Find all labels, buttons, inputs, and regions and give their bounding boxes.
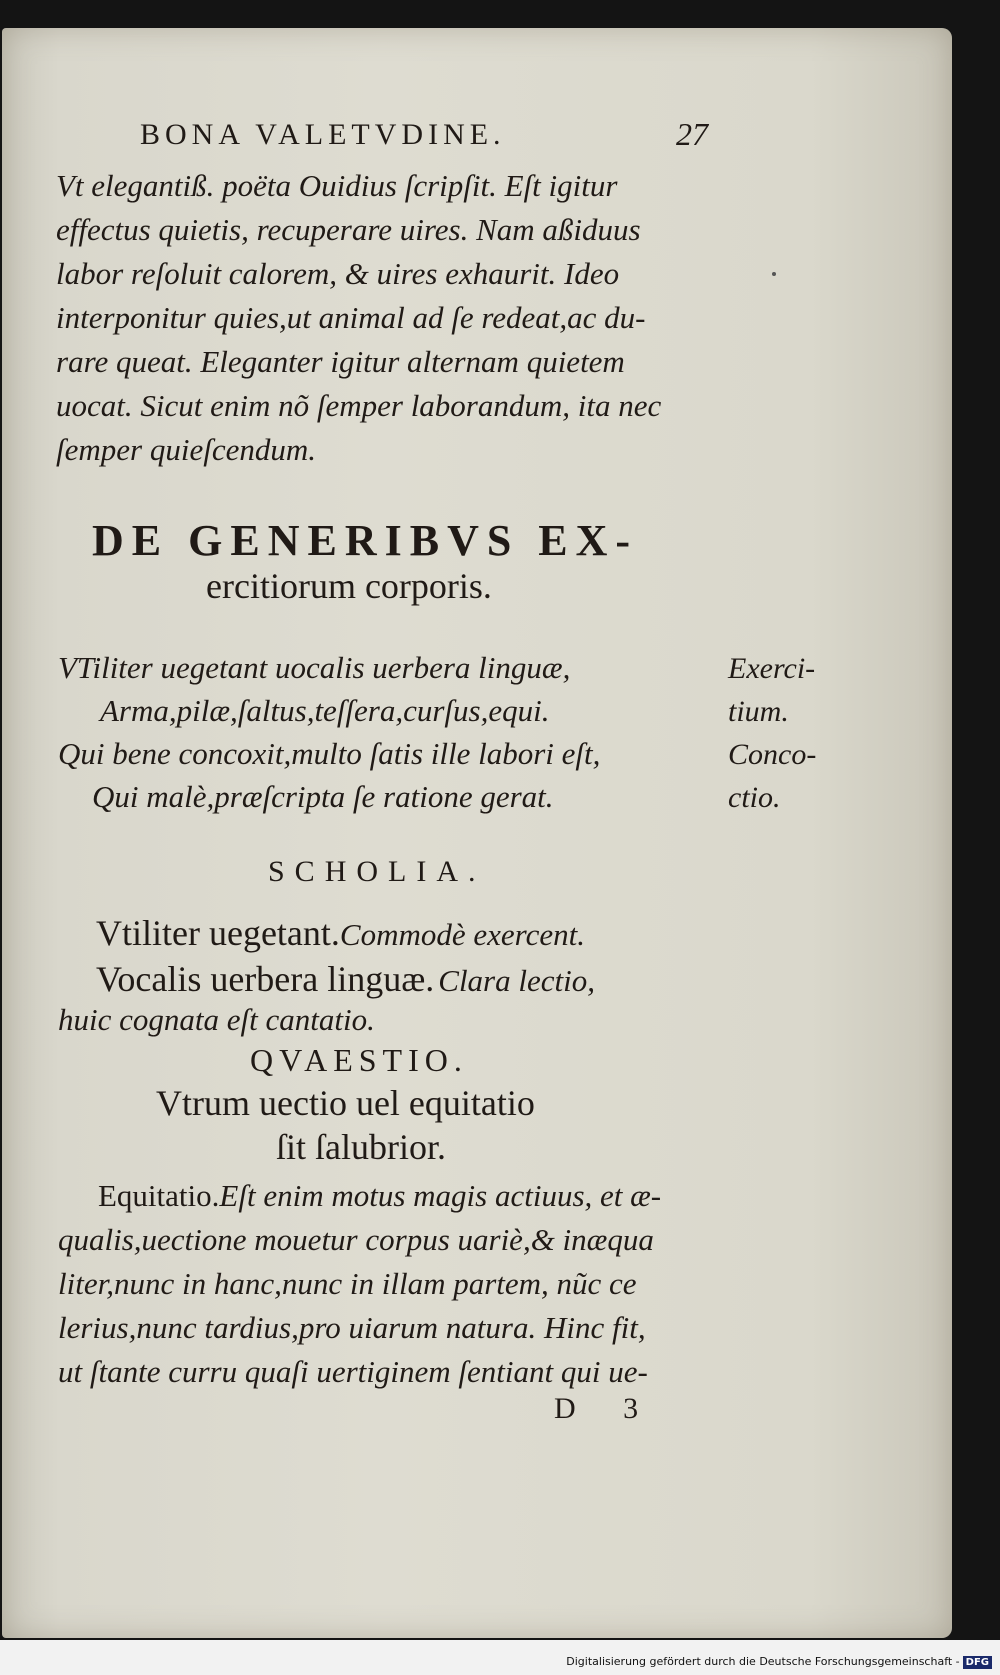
margin-note: Conco- [728, 738, 817, 771]
text-line: interponitur quies,ut animal ad ſe redeat,ac du- [56, 300, 646, 335]
section-heading: DE GENERIBVS EX- [92, 516, 639, 565]
quaestio-title-line: ſit ſalubrior. [276, 1127, 446, 1167]
verse-line: VTiliter uegetant uocalis uerbera linguæ, [58, 650, 571, 685]
text-line: ſemper quieſcendum. [56, 432, 316, 467]
dfg-logo: DFG [963, 1656, 992, 1669]
answer-lead: Equitatio. [98, 1178, 220, 1213]
verse-line: Qui bene concoxit,multo ſatis ille labori eſt, [58, 736, 601, 771]
answer-line: qualis,uectione mouetur corpus uariè,& inæqua [58, 1222, 654, 1257]
scholion-line [96, 912, 585, 954]
margin-note: ctio. [728, 781, 781, 814]
scholion-gloss: Clara lectio, [438, 963, 595, 998]
text-line: effectus quietis, recuperare uires. Nam aßiduus [56, 212, 641, 247]
margin-note: tium. [728, 695, 789, 728]
verse-line: Qui malè,præſcripta ſe ratione gerat. [92, 779, 554, 814]
margin-note: Exerci- [728, 652, 816, 685]
footer-text: Digitalisierung gefördert durch die Deutsche Forschungsgemeinschaft - [566, 1655, 960, 1668]
running-head: BONA VALETVDINE. [140, 118, 506, 151]
footer-credit [566, 1655, 992, 1669]
answer-line: lerius,nunc tardius,pro uiarum natura. Hinc fit, [58, 1310, 646, 1345]
folio-number: 27 [676, 116, 708, 152]
text-line: Vt elegantiß. poëta Ouidius ſcripſit. Eſt igitur [56, 168, 618, 203]
text-line: labor reſoluit calorem, & uires exhaurit. Ideo [56, 256, 620, 291]
answer-text: Eſt enim motus magis actiuus, et æ- [219, 1178, 662, 1213]
section-subheading: ercitiorum corporis. [206, 566, 492, 606]
text-line: rare queat. Eleganter igitur alternam quietem [56, 344, 625, 379]
scholion-lemma: Vtiliter uegetant. [96, 913, 340, 953]
scholia-heading: SCHOLIA. [268, 855, 486, 888]
answer-line [98, 1178, 661, 1214]
scholion-lemma: Vocalis uerbera linguæ. [96, 959, 435, 999]
scholion-continuation: huic cognata eſt cantatio. [58, 1002, 375, 1037]
quaestio-title-line: Vtrum uectio uel equitatio [156, 1083, 535, 1123]
signature-mark: D 3 [554, 1392, 659, 1425]
answer-line: ut ſtante curru quaſi uertiginem ſentiant qui ue- [58, 1354, 648, 1389]
verse-line: Arma,pilæ,ſaltus,teſſera,curſus,equi. [100, 693, 550, 728]
text-line: uocat. Sicut enim nõ ſemper laborandum, ita nec [56, 388, 662, 423]
page-speck [772, 272, 776, 276]
scholion-line [96, 958, 595, 1000]
scholion-gloss: Commodè exercent. [339, 917, 585, 952]
answer-line: liter,nunc in hanc,nunc in illam partem, nũc ce [58, 1266, 637, 1301]
quaestio-heading: QVAESTIO. [250, 1042, 468, 1078]
